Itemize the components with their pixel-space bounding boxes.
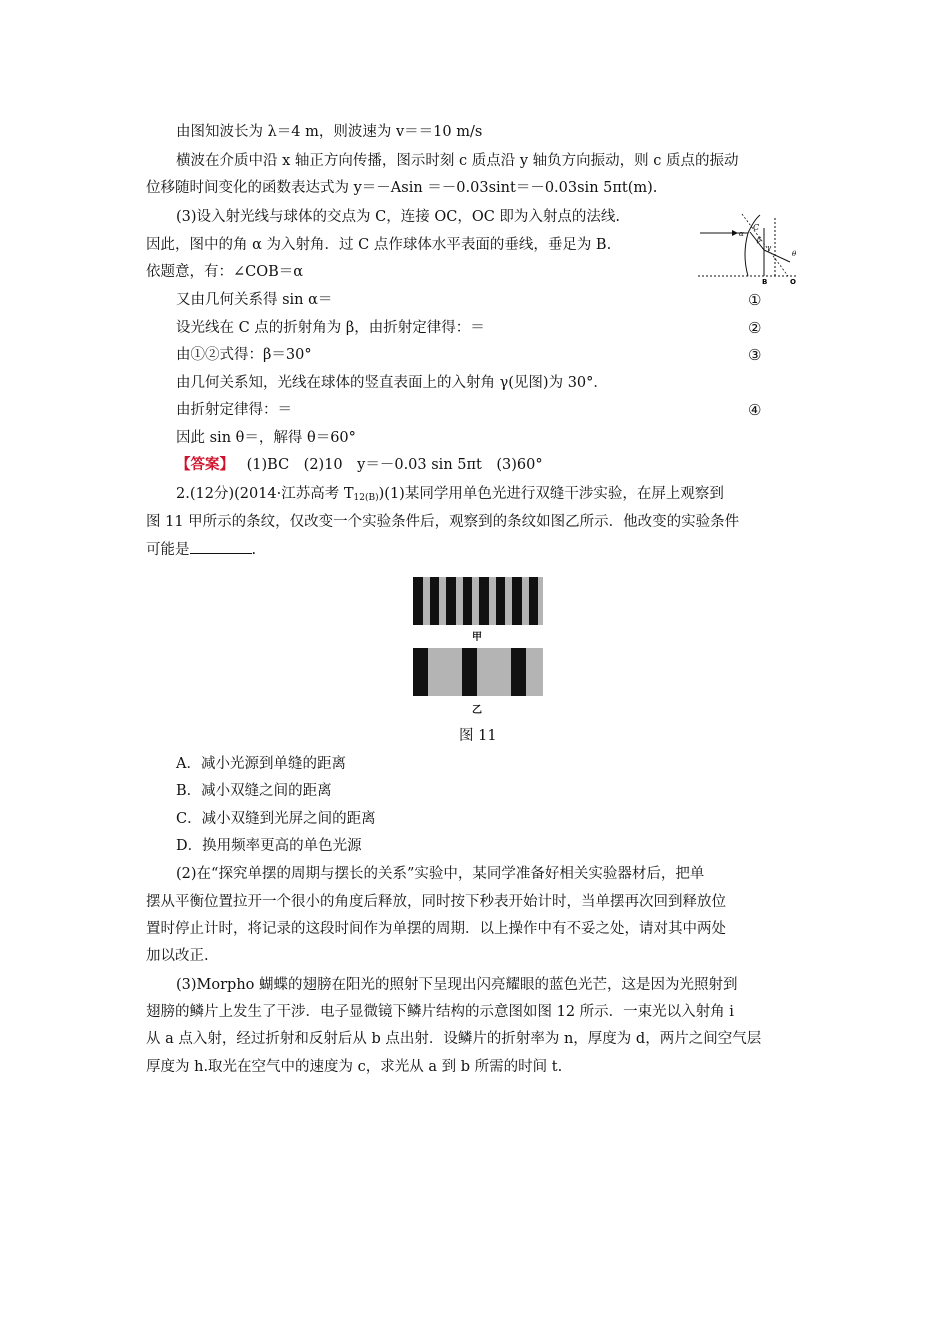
answer-line: [176, 455, 543, 475]
fringe-pattern-yi: [413, 648, 543, 696]
text-line: 由①②式得：β＝30°: [176, 347, 312, 363]
label-gamma: γ: [767, 244, 772, 252]
option-c[interactable]: C．减小双缝到光屏之间的距离: [176, 811, 376, 827]
option-d[interactable]: D．换用频率更高的单色光源: [176, 838, 362, 854]
option-a[interactable]: A．减小光源到单缝的距离: [176, 756, 346, 772]
sphere-refraction-diagram: [698, 210, 806, 286]
text-line: 由图知波长为 λ＝4 m，则波速为 v＝＝10 m/s: [176, 124, 483, 140]
text-line: 从 a 点入射，经过折射和反射后从 b 点出射．设鳞片的折射率为 n，厚度为 d，两片之间空气层: [146, 1031, 762, 1047]
question-2-line-3: 可能是 .: [146, 542, 257, 558]
text-line: 横波在介质中沿 x 轴正方向传播，图示时刻 c 质点沿 y 轴负方向振动，则 c 质点的振动: [176, 153, 739, 169]
option-b[interactable]: B．减小双缝之间的距离: [176, 783, 332, 799]
text-line: (2)在“探究单摆的周期与摆长的关系”实验中，某同学准备好相关实验器材后，把单: [176, 866, 705, 882]
text-line: 位移随时间变化的函数表达式为 y＝－Asin ＝－0.03sint＝－0.03sin 5πt(m).: [146, 180, 658, 196]
equation-marker: ③: [748, 346, 762, 364]
label-c: C: [753, 223, 760, 232]
text-line: 置时停止计时，将记录的这段时间作为单摆的周期．以上操作中有不妥之处，请对其中两处: [146, 921, 726, 937]
text-line: 由几何关系知，光线在球体的竖直表面上的入射角 γ(见图)为 30°．: [176, 375, 608, 391]
text-line: 摆从平衡位置拉开一个很小的角度后释放，同时按下秒表开始计时，当单摆再次回到释放位: [146, 894, 726, 910]
question-2-line-2: 图 11 甲所示的条纹，仅改变一个实验条件后，观察到的条纹如图乙所示．他改变的实验条件: [146, 514, 740, 530]
question-2-line-1: 2.(12分)(2014·江苏高考 $T_{12(B)})(1)$某同学用单色光进行双缝干涉实验，在屏上观察到: [176, 486, 724, 503]
text-line: 设光线在 C 点的折射角为 β，由折射定律得：＝: [176, 320, 485, 336]
label-o: O: [790, 278, 796, 286]
label-theta: θ: [792, 250, 797, 258]
text-line: 由折射定律得：＝: [176, 402, 292, 418]
label-alpha: α: [739, 230, 744, 238]
equation-marker: ④: [748, 401, 762, 419]
equation-marker: ①: [748, 291, 762, 309]
text-line: 加以改正.: [146, 948, 209, 964]
figure-caption: 图 11: [459, 728, 497, 744]
text-line: 翅膀的鳞片上发生了干涉．电子显微镜下鳞片结构的示意图如图 12 所示．一束光以入射角 i: [146, 1004, 734, 1020]
text-line: 厚度为 h.取光在空气中的速度为 c，求光从 a 到 b 所需的时间 t.: [146, 1059, 563, 1075]
equation-marker: ②: [748, 319, 762, 337]
text-line: (3)设入射光线与球体的交点为 C，连接 OC，OC 即为入射点的法线.: [176, 209, 621, 225]
text-line: 依题意，有：∠COB＝α: [146, 264, 304, 280]
text-line: 因此 sin θ＝，解得 θ＝60°: [176, 430, 356, 446]
answer-text: (1)BC (2)10 y＝－0.03 sin 5πt (3)60°: [246, 457, 543, 473]
answer-blank[interactable]: [190, 541, 252, 554]
label-b: B: [762, 278, 768, 286]
answer-tag: 【答案】: [176, 456, 234, 473]
figure-label-jia: 甲: [472, 632, 482, 643]
text-line: 因此，图中的角 α 为入射角．过 C 点作球体水平表面的垂线，垂足为 B.: [146, 237, 612, 253]
fringe-pattern-jia: [413, 577, 543, 625]
figure-label-yi: 乙: [472, 705, 482, 716]
label-beta: β: [757, 236, 762, 244]
text-line: 又由几何关系得 sin α＝: [176, 292, 333, 308]
text-line: (3)Morpho 蝴蝶的翅膀在阳光的照射下呈现出闪亮耀眼的蓝色光芒，这是因为光照射到: [176, 977, 738, 993]
